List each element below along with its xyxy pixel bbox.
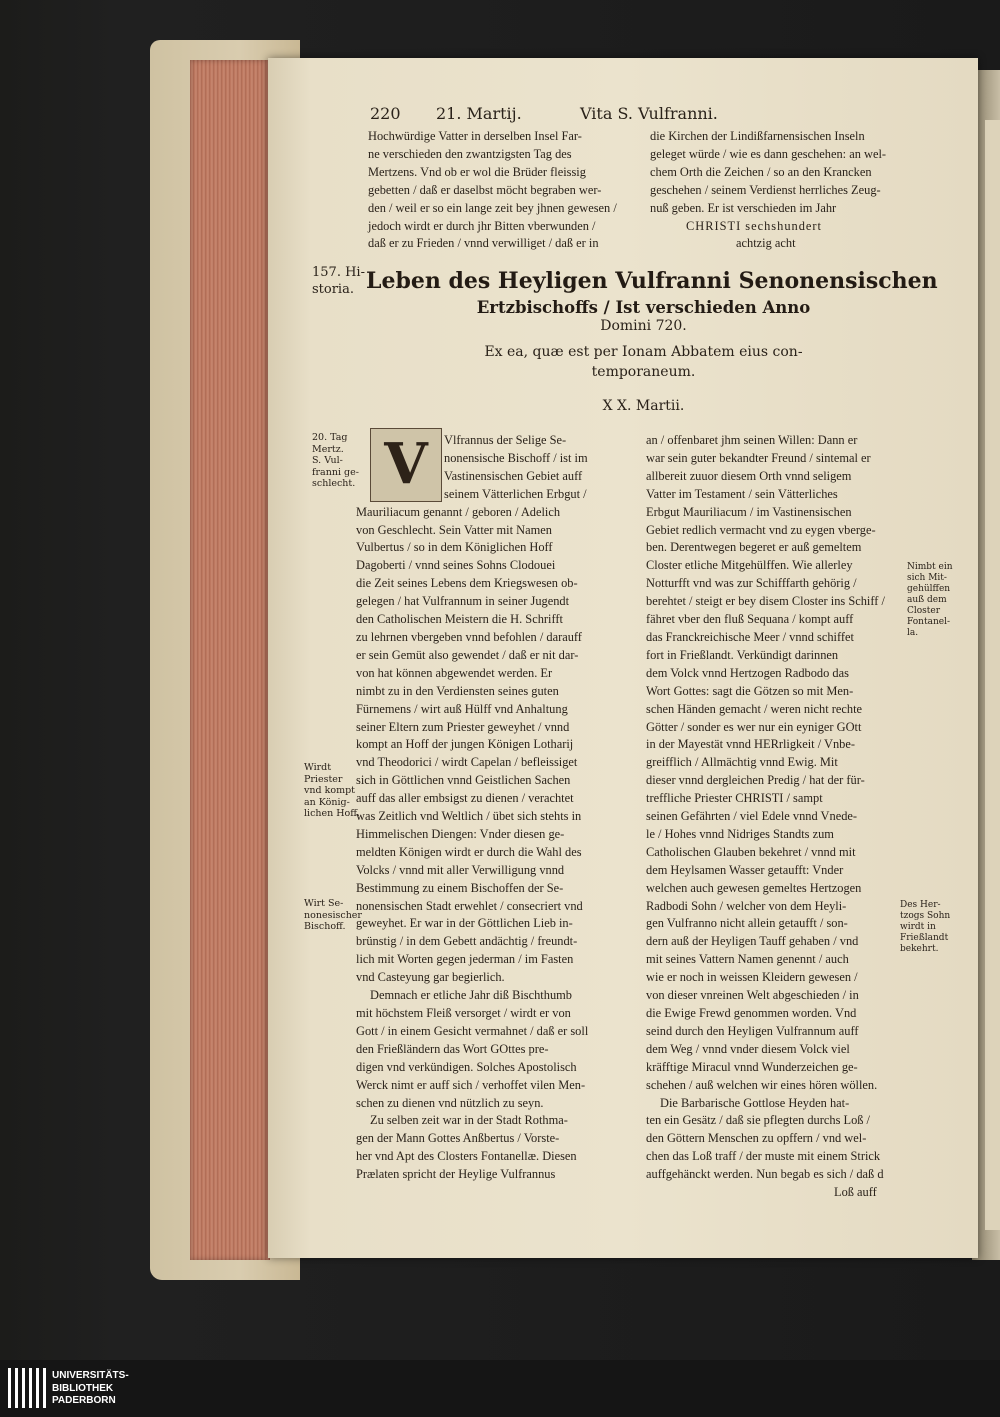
text-line: auffgehänckt werden. Nun begab es sich / daß d xyxy=(646,1167,884,1182)
page-number: 220 xyxy=(370,104,401,123)
text-line: seinem Vätterlichen Erbgut / xyxy=(444,486,587,501)
text-line: er sein Gemüt also gewendet / daß er nit dar- xyxy=(356,647,579,662)
text-line: sich in Göttlichen vnnd Geistlichen Sachen xyxy=(356,773,571,788)
text-line: was Zeitlich vnd Weltlich / übet sich stehts in xyxy=(356,809,582,824)
text-line: allbereit zuuor diesem Orth vnnd seligem xyxy=(646,468,852,483)
catchword: Loß auff xyxy=(834,1185,877,1200)
section-title-line2: Ertzbischoffs / Ist verschieden Anno xyxy=(476,298,811,317)
source-line1: Ex ea, quæ est per Ionam Abbatem eius con- xyxy=(484,344,803,360)
margin-note-priest: Wirdt Priester vnd kompt an König- lichen Hoff. xyxy=(304,762,360,819)
text-line: seinen Gefährten / viel Edele vnnd Vnede- xyxy=(646,809,858,824)
text-line: Fürnemens / wirt auß Hülff vnd Anhaltung xyxy=(356,701,568,716)
text-line: Gebiet redlich vermacht vnd zu eygen vberge- xyxy=(646,522,876,537)
text-line: achtzig acht xyxy=(736,236,796,251)
text-line: Dagoberti / vnnd seines Sohns Clodouei xyxy=(356,558,556,573)
text-line: gen der Mann Gottes Anßbertus / Vorste- xyxy=(356,1131,560,1146)
text-line: chem Orth die Zeichen / so an den Krancken xyxy=(650,164,872,179)
text-line: seiner Eltern zum Priester geweyhet / vnnd xyxy=(356,719,570,734)
text-line: Hochwürdige Vatter in derselben Insel Far- xyxy=(368,129,582,143)
text-line: wie er noch in weissen Kleidern gewesen / xyxy=(646,970,858,985)
initial-letter: V xyxy=(384,431,428,497)
margin-note-companions: Nimbt ein sich Mit- gehülffen auß dem Closter Fontanel- la. xyxy=(907,562,953,638)
text-line: Götter / sonder es wer nur ein eyniger GOtt xyxy=(646,719,862,734)
text-line: le / Hohes vnnd Nidriges Standts zum xyxy=(646,826,834,841)
top-right-column xyxy=(650,128,886,253)
source-line2: temporaneum. xyxy=(591,364,696,380)
text-line: vnd Casteyung gar begierlich. xyxy=(356,970,505,985)
text-line: dem Weg / vnnd vnder diesem Volck viel xyxy=(646,1041,850,1056)
text-line: Catholischen Glauben bekehret / vnnd mit xyxy=(646,844,856,859)
text-line: von hat können abgewendet werden. Er xyxy=(356,665,553,680)
page-date-header: 21. Martij. xyxy=(436,104,522,123)
section-date: X X. Martii. xyxy=(602,398,685,414)
text-line: meldten Königen wirdt er durch die Wahl des xyxy=(356,844,582,859)
top-left-column xyxy=(368,128,617,253)
text-line: Mertzens. Vnd ob er wol die Brüder fleissig xyxy=(368,164,586,179)
text-line: Notturfft vnd was zur Schifffarth gehörig / xyxy=(646,576,857,591)
text-line: Bestimmung zu einem Bischoffen der Se- xyxy=(356,880,564,895)
text-line: Mauriliacum genannt / geboren / Adelich xyxy=(356,504,561,519)
running-title: Vita S. Vulfranni. xyxy=(580,104,718,123)
text-line: zu lehrnen vbergeben vnnd befohlen / darauff xyxy=(356,629,582,644)
text-line: Vlfrannus der Selige Se- xyxy=(444,433,567,447)
text-line: die Kirchen der Lindißfarnensischen Inseln xyxy=(650,129,865,143)
text-line: von Geschlecht. Sein Vatter mit Namen xyxy=(356,522,552,537)
text-line: Volcks / vnnd mit aller Verwilligung vnnd xyxy=(356,862,565,877)
logo-line: UNIVERSITÄTS- xyxy=(52,1370,129,1381)
text-line: gen Vulfranno nicht allein getaufft / son- xyxy=(646,916,848,931)
text-line: kompt an Hoff der jungen Königen Lotharij xyxy=(356,737,574,752)
text-line: berehtet / steigt er bey disem Closter ins Schiff / xyxy=(646,594,885,609)
text-line: geleget würde / wie es dann geschehen: an wel- xyxy=(650,146,887,161)
text-line: greifflich / Allmächtig vnnd Ewig. Mit xyxy=(646,755,838,770)
text-line: ten ein Gesätz / daß sie pflegten durchs Loß / xyxy=(646,1113,870,1128)
text-line: gelegen / hat Vulfrannum in seiner Jugendt xyxy=(356,594,570,609)
text-line: Zu selben zeit war in der Stadt Rothma- xyxy=(370,1113,568,1128)
text-line: her vnd Apt des Closters Fontanellæ. Diesen xyxy=(356,1149,577,1164)
text-line: nuß geben. Er ist verschieden im Jahr xyxy=(650,200,837,215)
margin-note-birth: 20. Tag Mertz. S. Vul- franni ge- schlecht. xyxy=(312,432,359,489)
text-line: seind durch den Heyligen Vulfrannum auff xyxy=(646,1023,859,1038)
text-line: Closter etliche Mitgehülffen. Wie allerley xyxy=(646,558,853,573)
text-line: brünstig / in dem Gebett andächtig / freundt- xyxy=(356,934,578,949)
text-line: dem Heylsamen Wasser getaufft: Vnder xyxy=(646,862,844,877)
text-line: dieser vnnd dergleichen Predig / hat der für- xyxy=(646,773,865,788)
text-line: schehen / auß welchen wir eines hören wöllen. xyxy=(646,1077,878,1092)
text-line: schen Händen gemacht / weren nicht rechte xyxy=(646,701,863,716)
text-line: Wort Gottes: sagt die Götzen so mit Men- xyxy=(646,683,854,698)
text-line: Vastinensischen Gebiet auff xyxy=(444,468,583,483)
text-line: geweyhet. Er war in der Göttlichen Lieb in- xyxy=(356,916,573,931)
text-line: war sein guter bekandter Freund / sintemal er xyxy=(646,450,871,465)
text-line: den / weil er so ein lange zeit bey jhnen gewesen / xyxy=(368,200,617,215)
text-line: Vatter im Testament / sein Vätterliches xyxy=(646,486,838,501)
section-title-line1: Leben des Heyligen Vulfranni Senonensischen xyxy=(366,268,938,294)
text-line: kräfftige Miracul vnnd Wunderzeichen ge- xyxy=(646,1059,858,1074)
text-line: ne verschieden den zwantzigsten Tag des xyxy=(368,146,572,161)
text-line: treffliche Priester CHRISTI / sampt xyxy=(646,791,823,806)
library-logo-icon xyxy=(8,1368,46,1408)
text-line: die Ewige Frewd genommen worden. Vnd xyxy=(646,1006,857,1020)
text-line: gebetten / daß er daselbst möcht begraben wer- xyxy=(368,182,602,197)
facing-page-edge xyxy=(985,120,1000,1230)
text-line: fort in Frießlandt. Verkündigt darinnen xyxy=(646,647,839,662)
library-logo-text xyxy=(52,1370,129,1408)
text-line: nonensische Bischoff / ist im xyxy=(444,450,588,465)
right-text-column xyxy=(646,432,885,1202)
text-line: Radbodi Sohn / welcher von dem Heyli- xyxy=(646,898,847,913)
text-line: welchen auch gewesen gemeltes Hertzogen xyxy=(646,880,862,895)
text-line: jedoch wirdt er durch jhr Bitten vberwunden / xyxy=(368,218,596,233)
text-line: schen zu dienen vnd nützlich zu seyn. xyxy=(356,1095,544,1110)
text-line: dem Volck vnnd Hertzogen Radbodo das xyxy=(646,665,849,680)
text-line: ben. Derentwegen begeret er auß gemeltem xyxy=(646,540,862,555)
text-line: an / offenbaret jhm seinen Willen: Dann er xyxy=(646,433,858,447)
text-line: Prælaten spricht der Heylige Vulfrannus xyxy=(356,1167,556,1182)
text-line: Demnach er etliche Jahr diß Bischthumb xyxy=(370,988,572,1003)
text-line: lich mit Worten gegen jederman / im Fasten xyxy=(356,952,574,967)
left-text-column xyxy=(356,432,588,1184)
text-line: geschehen / seinem Verdienst herrliches Zeug- xyxy=(650,182,881,197)
text-line: die Zeit seines Lebens dem Kriegswesen ob- xyxy=(356,576,578,591)
text-line: Die Barbarische Gottlose Heyden hat- xyxy=(660,1095,850,1110)
section-title-line3: Domini 720. xyxy=(600,318,687,334)
logo-line: PADERBORN xyxy=(52,1395,116,1406)
text-line: Vulbertus / so in dem Königlichen Hoff xyxy=(356,540,553,555)
text-line: chen das Loß traff / der muste mit einem Strick xyxy=(646,1149,881,1164)
page-edges xyxy=(190,60,270,1260)
text-line: mit höchstem Fleiß versorget / wirdt er von xyxy=(356,1006,571,1020)
section-margin-label: 157. Hi- storia. xyxy=(312,265,365,297)
text-line: CHRISTI sechshundert xyxy=(686,218,822,233)
margin-note-bishop: Wirt Se- nonesischer Bischoff. xyxy=(304,898,362,932)
text-line: vnd Theodorici / wirdt Capelan / befleissiget xyxy=(356,755,578,770)
logo-line: BIBLIOTHEK xyxy=(52,1382,114,1394)
text-line: mit seines Vattern Namen genennt / auch xyxy=(646,952,849,967)
text-line: digen vnd verkündigen. Solches Apostolisch xyxy=(356,1059,577,1074)
margin-note-duke-son: Des Her- tzogs Sohn wirdt in Frießlandt bekehrt. xyxy=(900,900,951,954)
text-line: dern auß der Heyligen Tauff gehaben / vnd xyxy=(646,934,859,949)
text-line: Himmelischen Diengen: Vnder diesen ge- xyxy=(356,826,565,841)
text-line: in der Mayestät vnnd HERrligkeit / Vnbe- xyxy=(646,737,855,752)
text-line: fähret vber den fluß Sequana / kompt auff xyxy=(646,612,854,627)
text-line: den Frießländern das Wort GOttes pre- xyxy=(356,1041,549,1056)
text-line: den Göttern Menschen zu opffern / vnd wel- xyxy=(646,1131,867,1146)
text-line: nimbt zu in den Verdiensten seines guten xyxy=(356,683,559,698)
text-line: Werck nimt er auff sich / verhoffet vilen Men- xyxy=(356,1077,586,1092)
text-line: daß er zu Frieden / vnnd verwilliget / daß er in xyxy=(368,236,599,251)
text-line: Erbgut Mauriliacum / im Vastinensischen xyxy=(646,504,852,519)
text-line: Gott / in einem Gesicht vermahnet / daß er soll xyxy=(356,1023,589,1038)
text-line: das Franckreichische Meer / vnnd schiffet xyxy=(646,629,854,644)
text-line: den Catholischen Meistern die H. Schrifft xyxy=(356,612,563,627)
text-line: nonensischen Stadt erwehlet / consecriert vnd xyxy=(356,898,583,913)
text-line: auff das aller embsigst zu dienen / verachtet xyxy=(356,791,574,806)
text-line: von dieser vnreinen Welt abgeschieden / in xyxy=(646,988,859,1003)
